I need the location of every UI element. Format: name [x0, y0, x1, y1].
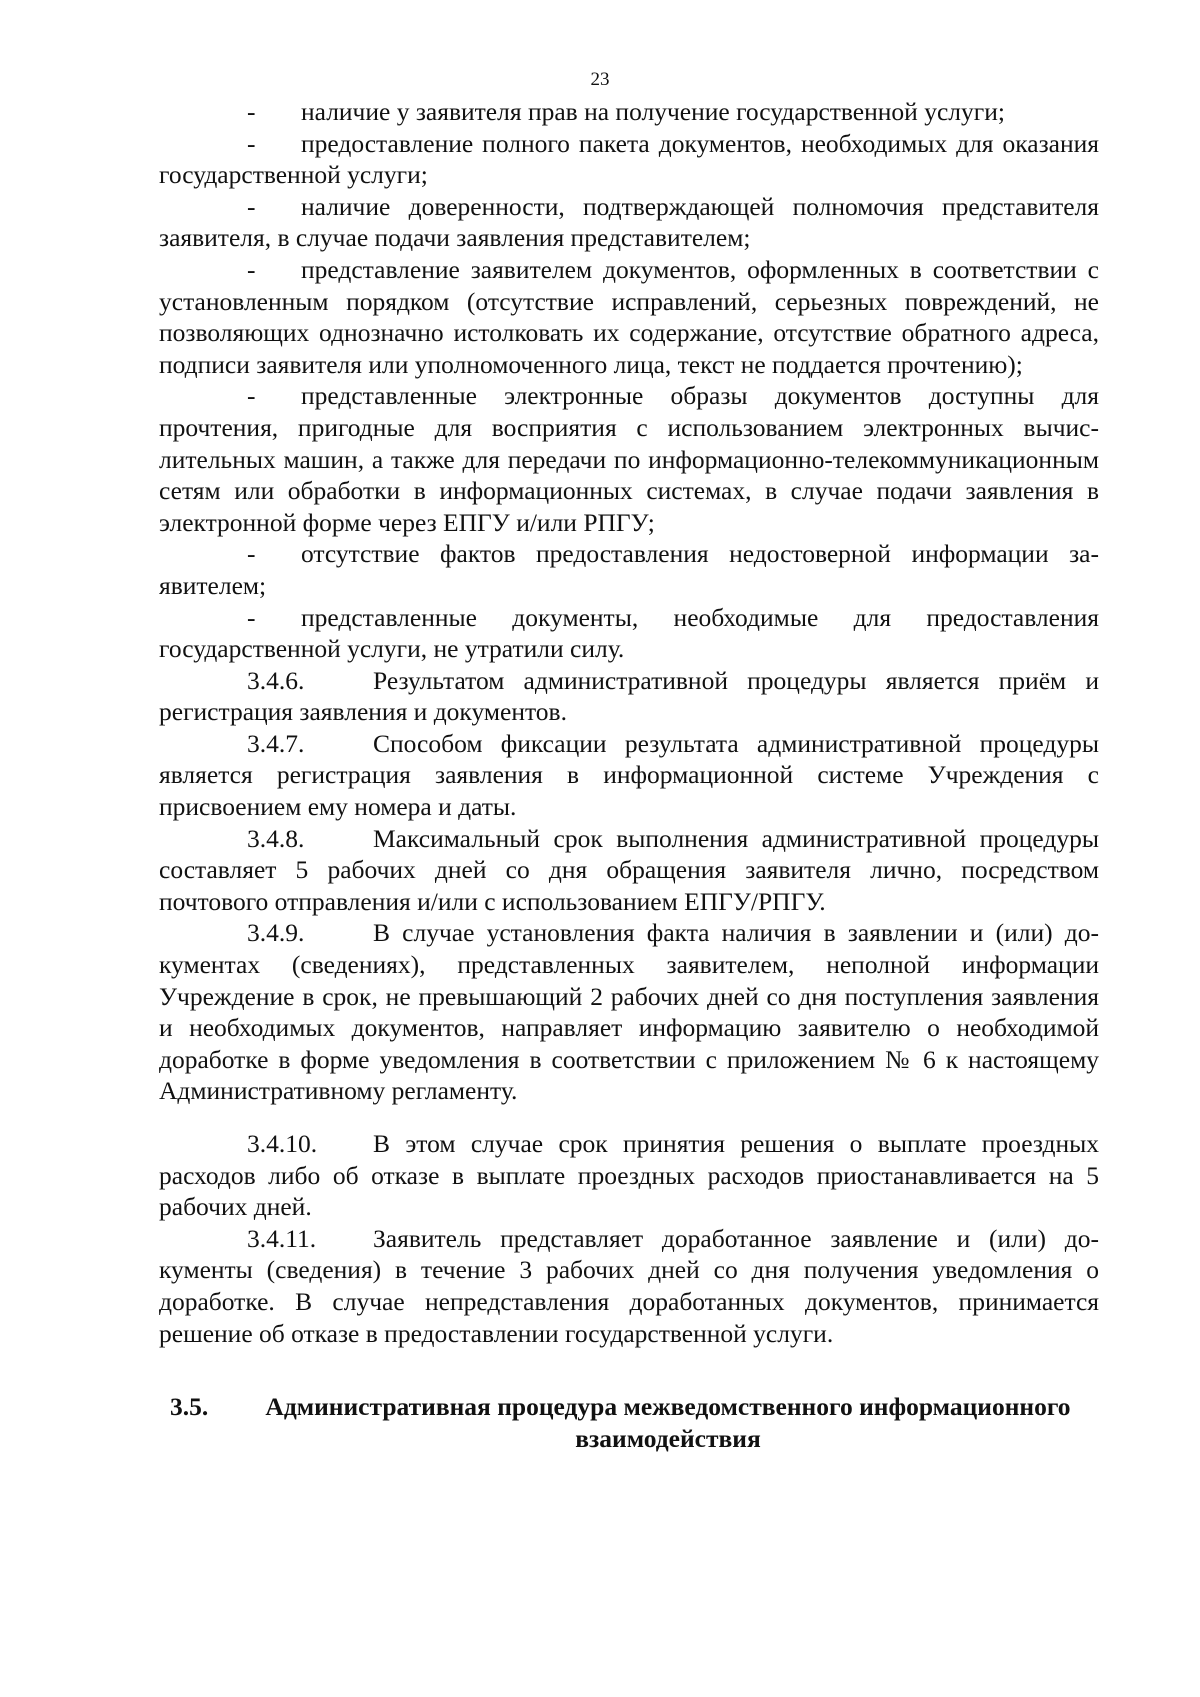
clause-number: 3.4.9. — [247, 918, 305, 948]
clause-text: Заявитель представляет доработанное заявление и (или) документы (сведения) в течение 3 рабочих дней со дня получения уведомления о доработке. В случае непредставления доработанных документов, принимается решение об отказе в предоставлении государственной услуги. — [159, 1223, 1099, 1348]
list-item-text: представленные электронные образы документов доступны для прочтения, пригодные для восприятия с использованием электронных вычислительных машин, а также для передачи по информационно-телекоммуникационным сетям или обработки в информационных системах, в случае подачи заявления в электронной форме через ЕПГУ и/или РПГУ; — [159, 381, 1099, 537]
list-item-text: представление заявителем документов, оформленных в соответствии с установленным порядком (отсутствие исправлений, серьезных повреждений, не позволяющих однозначно истолковать их содержание, отсутствие обратного адреса, подписи заявителя или уполномоченного лица, текст не поддается прочтению); — [159, 254, 1099, 379]
page-number: 23 — [590, 69, 610, 90]
list-item — [159, 254, 1099, 380]
clause-3-4-9 — [159, 917, 1099, 1107]
list-item — [159, 191, 1099, 254]
bullet-marker: - — [247, 602, 256, 632]
clause-number: 3.4.8. — [247, 823, 305, 853]
clause-3-4-6 — [159, 665, 1099, 728]
list-item — [159, 380, 1099, 538]
section-title: Административная процедура межведомственного информационного взаимодействия — [265, 1392, 1071, 1453]
clause-text: Способом фиксации результата административной процедуры является регистрация заявления в информационной системе Учреждения с присвоением ему номера и даты. — [159, 728, 1099, 822]
bullet-marker: - — [247, 539, 256, 569]
bullet-marker: - — [247, 97, 256, 126]
bullet-marker: - — [247, 254, 256, 284]
clause-3-4-8 — [159, 823, 1099, 918]
list-item-text: наличие у заявителя прав на получение государственной услуги; — [301, 97, 1005, 126]
clause-number: 3.4.11. — [247, 1223, 317, 1253]
clause-3-4-11 — [159, 1223, 1099, 1349]
list-item-text: наличие доверенности, подтверждающей полномочия представителя заявителя, в случае подачи заявления представителем; — [159, 191, 1099, 253]
clause-number: 3.4.7. — [247, 728, 305, 758]
clause-text: В случае установления факта наличия в заявлении и (или) документах (сведениях), представленных заявителем, неполной информации Учреждение в срок, не превышающий 2 рабочих дней со дня поступления заявления и необходимых документов, направляет информацию заявителю о необходимой доработке в форме уведомления в соответствии с приложением № 6 к настоящему Административному регламенту. — [159, 918, 1099, 1106]
bullet-marker: - — [247, 191, 256, 221]
clause-text: В этом случае срок принятия решения о выплате проездных расходов либо об отказе в выплате проездных расходов приостанавливается на 5 рабочих дней. — [159, 1129, 1099, 1222]
bullet-marker: - — [247, 128, 256, 158]
list-item — [159, 128, 1099, 191]
clause-number: 3.4.6. — [247, 665, 305, 695]
section-heading — [159, 1391, 1099, 1454]
list-item — [159, 538, 1099, 601]
clause-number: 3.4.10. — [247, 1129, 318, 1158]
list-item-text: предоставление полного пакета документов, необходимых для оказания государственной услуги; — [159, 128, 1099, 190]
list-item-text: отсутствие фактов предоставления недостоверной информации заявителем; — [159, 539, 1099, 600]
document-body — [159, 96, 1099, 1454]
clause-3-4-10 — [159, 1128, 1099, 1223]
bullet-marker: - — [247, 381, 256, 411]
section-number: 3.5. — [170, 1392, 209, 1422]
clause-text: Максимальный срок выполнения административной процедуры составляет 5 рабочих дней со дня обращения заявителя лично, посредством почтового отправления и/или с использованием ЕПГУ/РПГУ. — [159, 823, 1099, 916]
list-item-text: представленные документы, необходимые для предоставления государственной услуги, не утратили силу. — [159, 602, 1099, 664]
list-item — [159, 96, 1099, 128]
clause-text: Результатом административной процедуры является приём и регистрация заявления и документов. — [159, 665, 1099, 727]
clause-3-4-7 — [159, 728, 1099, 823]
list-item — [159, 602, 1099, 665]
